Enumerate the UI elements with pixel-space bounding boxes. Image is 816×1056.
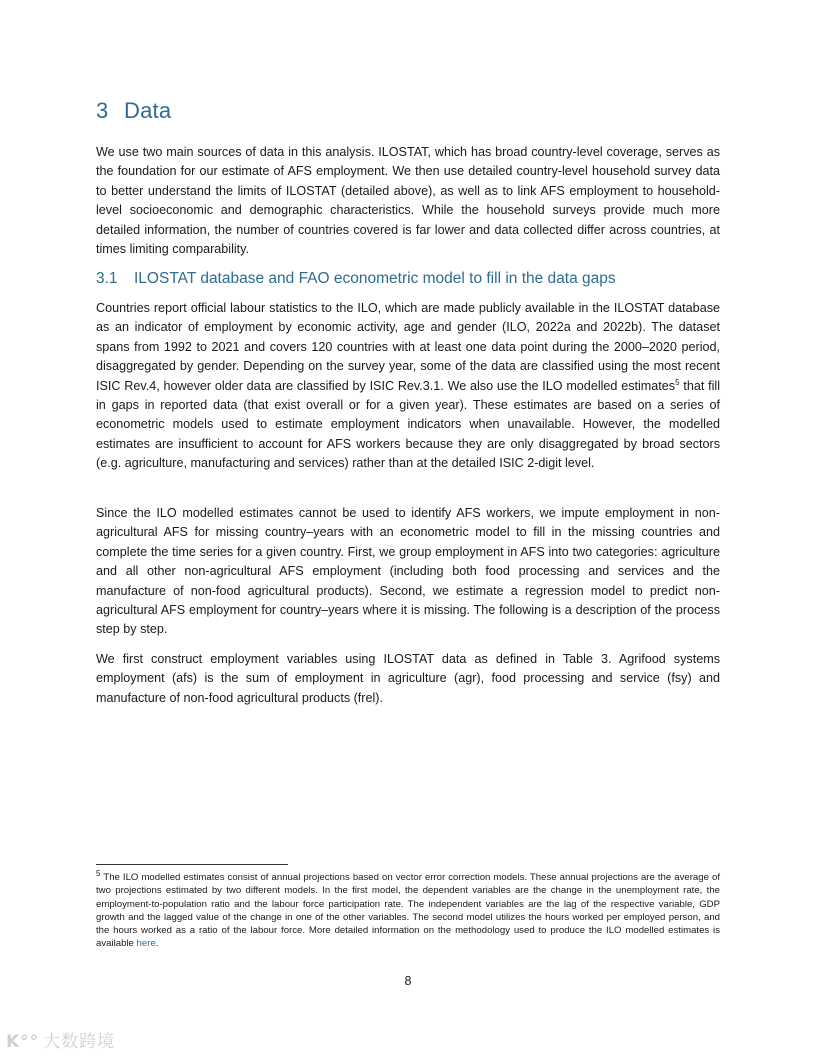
footnote-separator	[96, 864, 288, 865]
subsection-heading	[96, 270, 616, 288]
ilostat-paragraph	[96, 299, 720, 474]
section-title: Data	[124, 98, 172, 123]
footnote-number: 5	[96, 868, 101, 878]
imputation-paragraph: Since the ILO modelled estimates cannot be used to identify AFS workers, we impute employment in non-agricultural AFS for missing country–years with an econometric model to fill in the missing countries and complete the time series for a given country. First, we group employment in AFS into two categories: agriculture and all other non-agricultural AFS employment (including both food processing and services and the manufacture of non-food agricultural products). Second, we estimate a regression model to predict non-agricultural AFS employment for country–years where it is missing. The following is a description of the process step by step.	[96, 506, 720, 637]
subsection-title: ILOSTAT database and FAO econometric model to fill in the data gaps	[134, 270, 616, 287]
section-number: 3	[96, 98, 109, 123]
ilostat-paragraph-text-2: that fill in gaps in reported data (that exist overall or for a given year). These estimates are based on a series of econometric models used to estimate employment indicators when unavailable. However, the modelled estimates are insufficient to account for AFS workers because they are only disaggregated by broad sectors (e.g. agriculture, manufacturing and services) rather than at the detailed ISIC 2-digit level.	[96, 378, 720, 471]
watermark	[6, 1027, 115, 1052]
variables-paragraph: We first construct employment variables using ILOSTAT data as defined in Table 3. Agrifood systems employment (afs) is the sum of employment in agriculture (agr), food processing and service (fsy) and manufacture of non-food agricultural products (frel).	[96, 652, 720, 705]
footnote-reference[interactable]: 5	[675, 377, 680, 387]
page-number: 8	[404, 974, 412, 988]
footnote-link-here[interactable]: here	[136, 938, 156, 950]
footnote	[96, 868, 720, 951]
footnote-text: The ILO modelled estimates consist of annual projections based on vector error correction models. These annual projections are the average of two projections estimated by two different models. In the first model, the dependent variables are the change in the unemployment rate, the employment-to-population ratio and the labour force participation rate. The independent variables are the lag of the respective variable, GDP growth and the lagged value of the change in one of the other variables. The second model utilizes the hours worked per employed person, and the hours worked as a ratio of the labour force. More detailed information on the methodology used to produce the ILO modelled estimates is available	[96, 872, 720, 950]
footnote-end: .	[155, 938, 159, 950]
subsection-number: 3.1	[96, 270, 118, 287]
intro-paragraph: We use two main sources of data in this analysis. ILOSTAT, which has broad country-level coverage, serves as the foundation for our estimate of AFS employment. We then use detailed country-level household survey data to better understand the limits of ILOSTAT (detailed above), as well as to link AFS employment to household-level socioeconomic and demographic characteristics. While the household surveys provide much more detailed information, the number of countries covered is far lower and data collected differ across countries, at times limiting comparability.	[96, 145, 720, 257]
ilostat-paragraph-text-1: Countries report official labour statistics to the ILO, which are made publicly available in the ILOSTAT database as an indicator of employment by economic activity, age and gender (ILO, 2022a and 2022b). The dataset spans from 1992 to 2021 and covers 120 countries with at least one data point during the 2000–2020 period, disaggregated by gender. Depending on the survey year, some of the data are classified using the most recent ISIC Rev.4, however older data are classified by ISIC Rev.3.1. We also use the ILO modelled estimates	[96, 301, 720, 393]
watermark-logo-icon: K°°	[6, 1032, 40, 1052]
section-heading	[96, 98, 171, 124]
watermark-text: 大数跨境	[43, 1032, 116, 1052]
